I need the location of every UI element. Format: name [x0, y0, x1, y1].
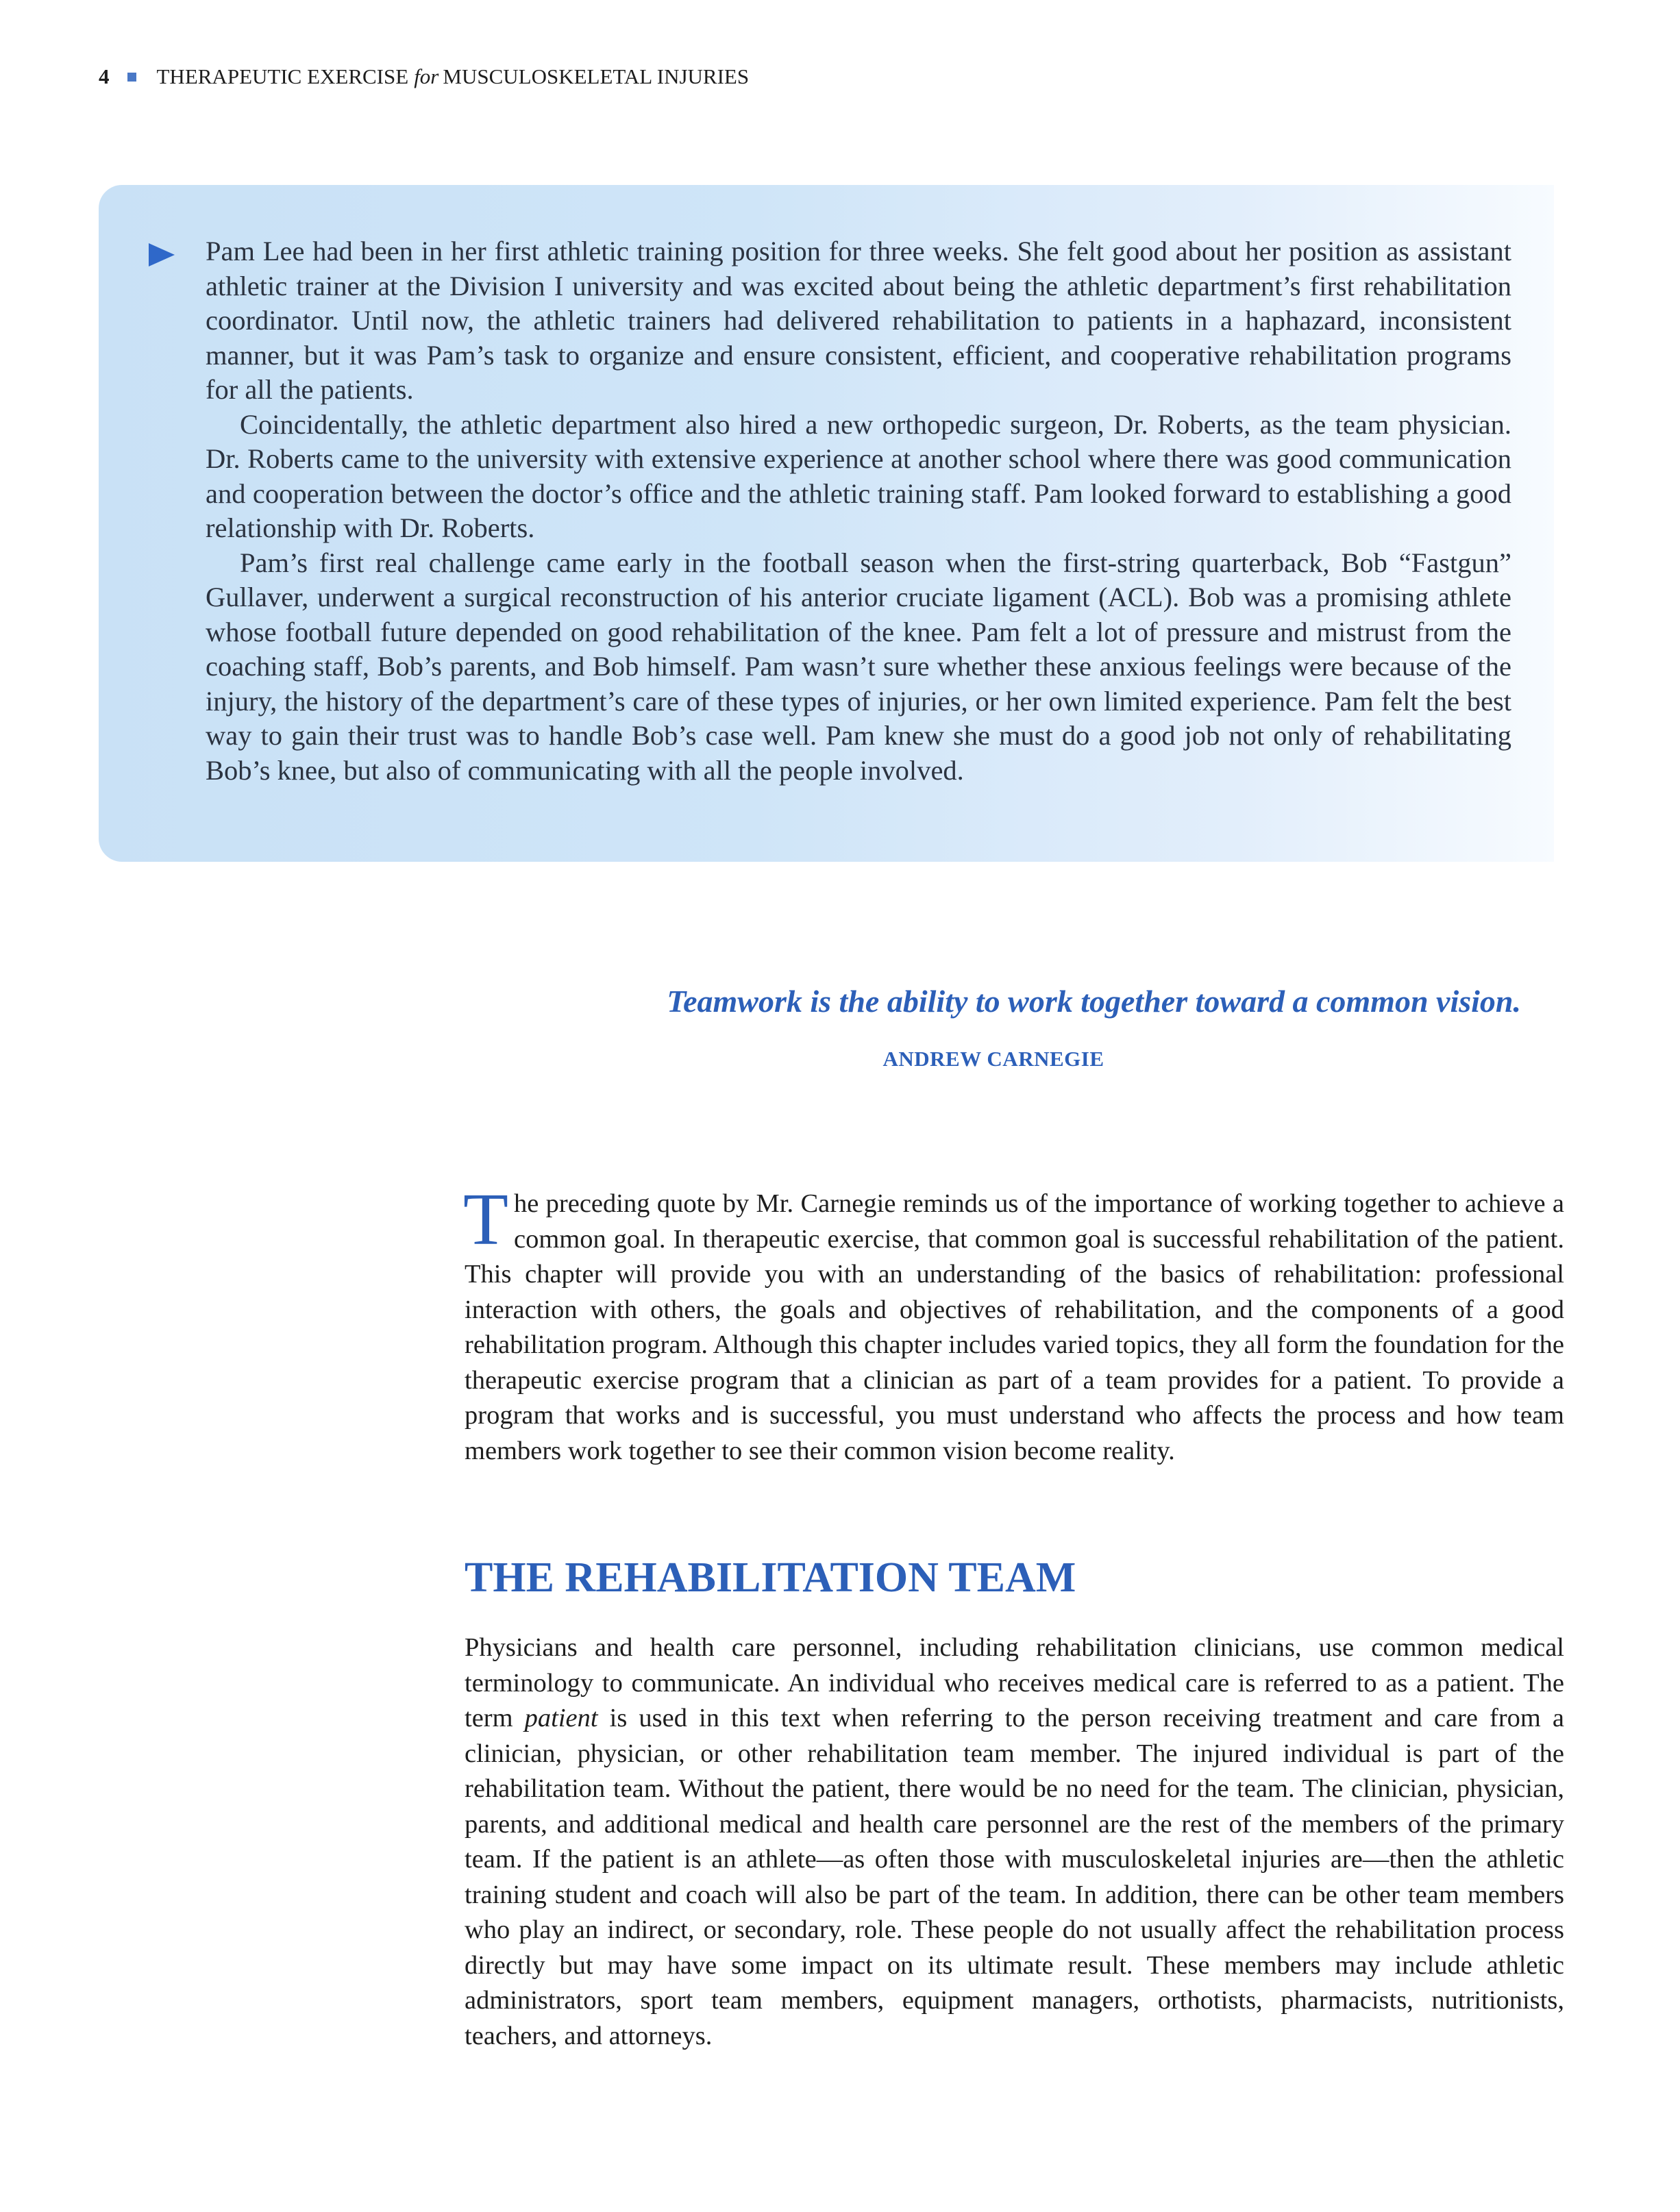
running-head	[99, 64, 749, 89]
intro-text: he preceding quote by Mr. Carnegie reminds us of the importance of working together to achieve a common goal. In therapeutic exercise, that common goal is successful rehabilitation of the patient. This chapter will provide you with an understanding of the basics of rehabilitation: professional interaction with others, the goals and objectives of rehabilitation, and the components of a good rehabilitation program. Although this chapter includes varied topics, they all form the foundation for the therapeutic exercise program that a clinician as part of a team provides for a patient. To provide a program that works and is successful, you must understand who affects the process and how team members work together to see their common vision become reality.	[465, 1189, 1564, 1465]
play-arrow-icon	[149, 243, 175, 266]
epigraph-author: ANDREW CARNEGIE	[882, 1047, 1104, 1071]
case-study-text	[206, 234, 1511, 788]
case-study-paragraph: Pam Lee had been in her first athletic training position for three weeks. She felt good about her position as assistant athletic trainer at the Division I university and was excited about being the athletic department’s first rehabilitation coordinator. Until now, the athletic trainers had delivered rehabilitation to patients in a haphazard, inconsistent manner, but it was Pam’s task to organize and ensure consistent, efficient, and cooperative rehabilitation programs for all the patients.	[206, 236, 1511, 405]
intro-paragraph	[463, 1179, 1564, 1469]
case-study-paragraph: Coincidentally, the athletic department also hired a new orthopedic surgeon, Dr. Roberts, as the team physician. Dr. Roberts came to the university with extensive experience at another school where there was good communication and cooperation between the doctor’s office and the athletic training staff. Pam looked forward to establishing a good relationship with Dr. Roberts.	[206, 408, 1511, 543]
page-number: 4	[99, 64, 110, 88]
section-text-before: Physicians and health care personnel, including rehabilitation clinicians, use common medical terminology to communicate. An individual who receives medical care is referred to as a patient. The term	[465, 1633, 1564, 1732]
section-paragraph	[465, 1630, 1564, 2054]
section-text-after: is used in this text when referring to the person receiving treatment and care from a clinician, physician, or other rehabilitation team member. The injured individual is part of the rehabilitation team. Without the patient, there would be no need for the team. The clinician, physician, parents, and additional medical and health care personnel are the rest of the members of the primary team. If the patient is an athlete—as often those with musculoskeletal injuries are—then the athletic training student and coach will also be part of the team. In addition, there can be other team members who play an indirect, or secondary, role. These people do not usually affect the rehabilitation process directly but may have some impact on its ultimate result. These members may include athletic administrators, sport team members, equipment managers, orthotists, pharmacists, nutritionists, teachers, and attorneys.	[465, 1704, 1564, 2050]
section-term: patient	[524, 1704, 598, 1732]
running-head-title-part2: MUSCULOSKELETAL INJURIES	[443, 64, 750, 88]
case-study-paragraph: Pam’s first real challenge came early in the football season when the first-string quarterback, Bob “Fastgun” Gullaver, underwent a surgical reconstruction of his anterior cruciate ligament (ACL). Bob was a promising athlete whose football future depended on good rehabilitation of the knee. Pam felt a lot of pressure and mistrust from the coaching staff, Bob’s parents, and Bob himself. Pam wasn’t sure whether these anxious feelings were because of the injury, the history of the department’s care of these types of injuries, or her own limited experience. Pam felt the best way to gain their trust was to handle Bob’s case well. Pam knew she must do a good job not only of rehabilitating Bob’s knee, but also of communicating with all the people involved.	[206, 547, 1511, 786]
running-head-connector: for	[414, 64, 439, 88]
section-heading: THE REHABILITATION TEAM	[465, 1554, 1076, 1601]
running-head-title-part1: THERAPEUTIC EXERCISE	[156, 64, 409, 88]
epigraph-quote: Teamwork is the ability to work together toward a common vision.	[667, 984, 1521, 1019]
square-bullet-icon	[127, 73, 136, 82]
drop-cap: T	[463, 1179, 508, 1260]
